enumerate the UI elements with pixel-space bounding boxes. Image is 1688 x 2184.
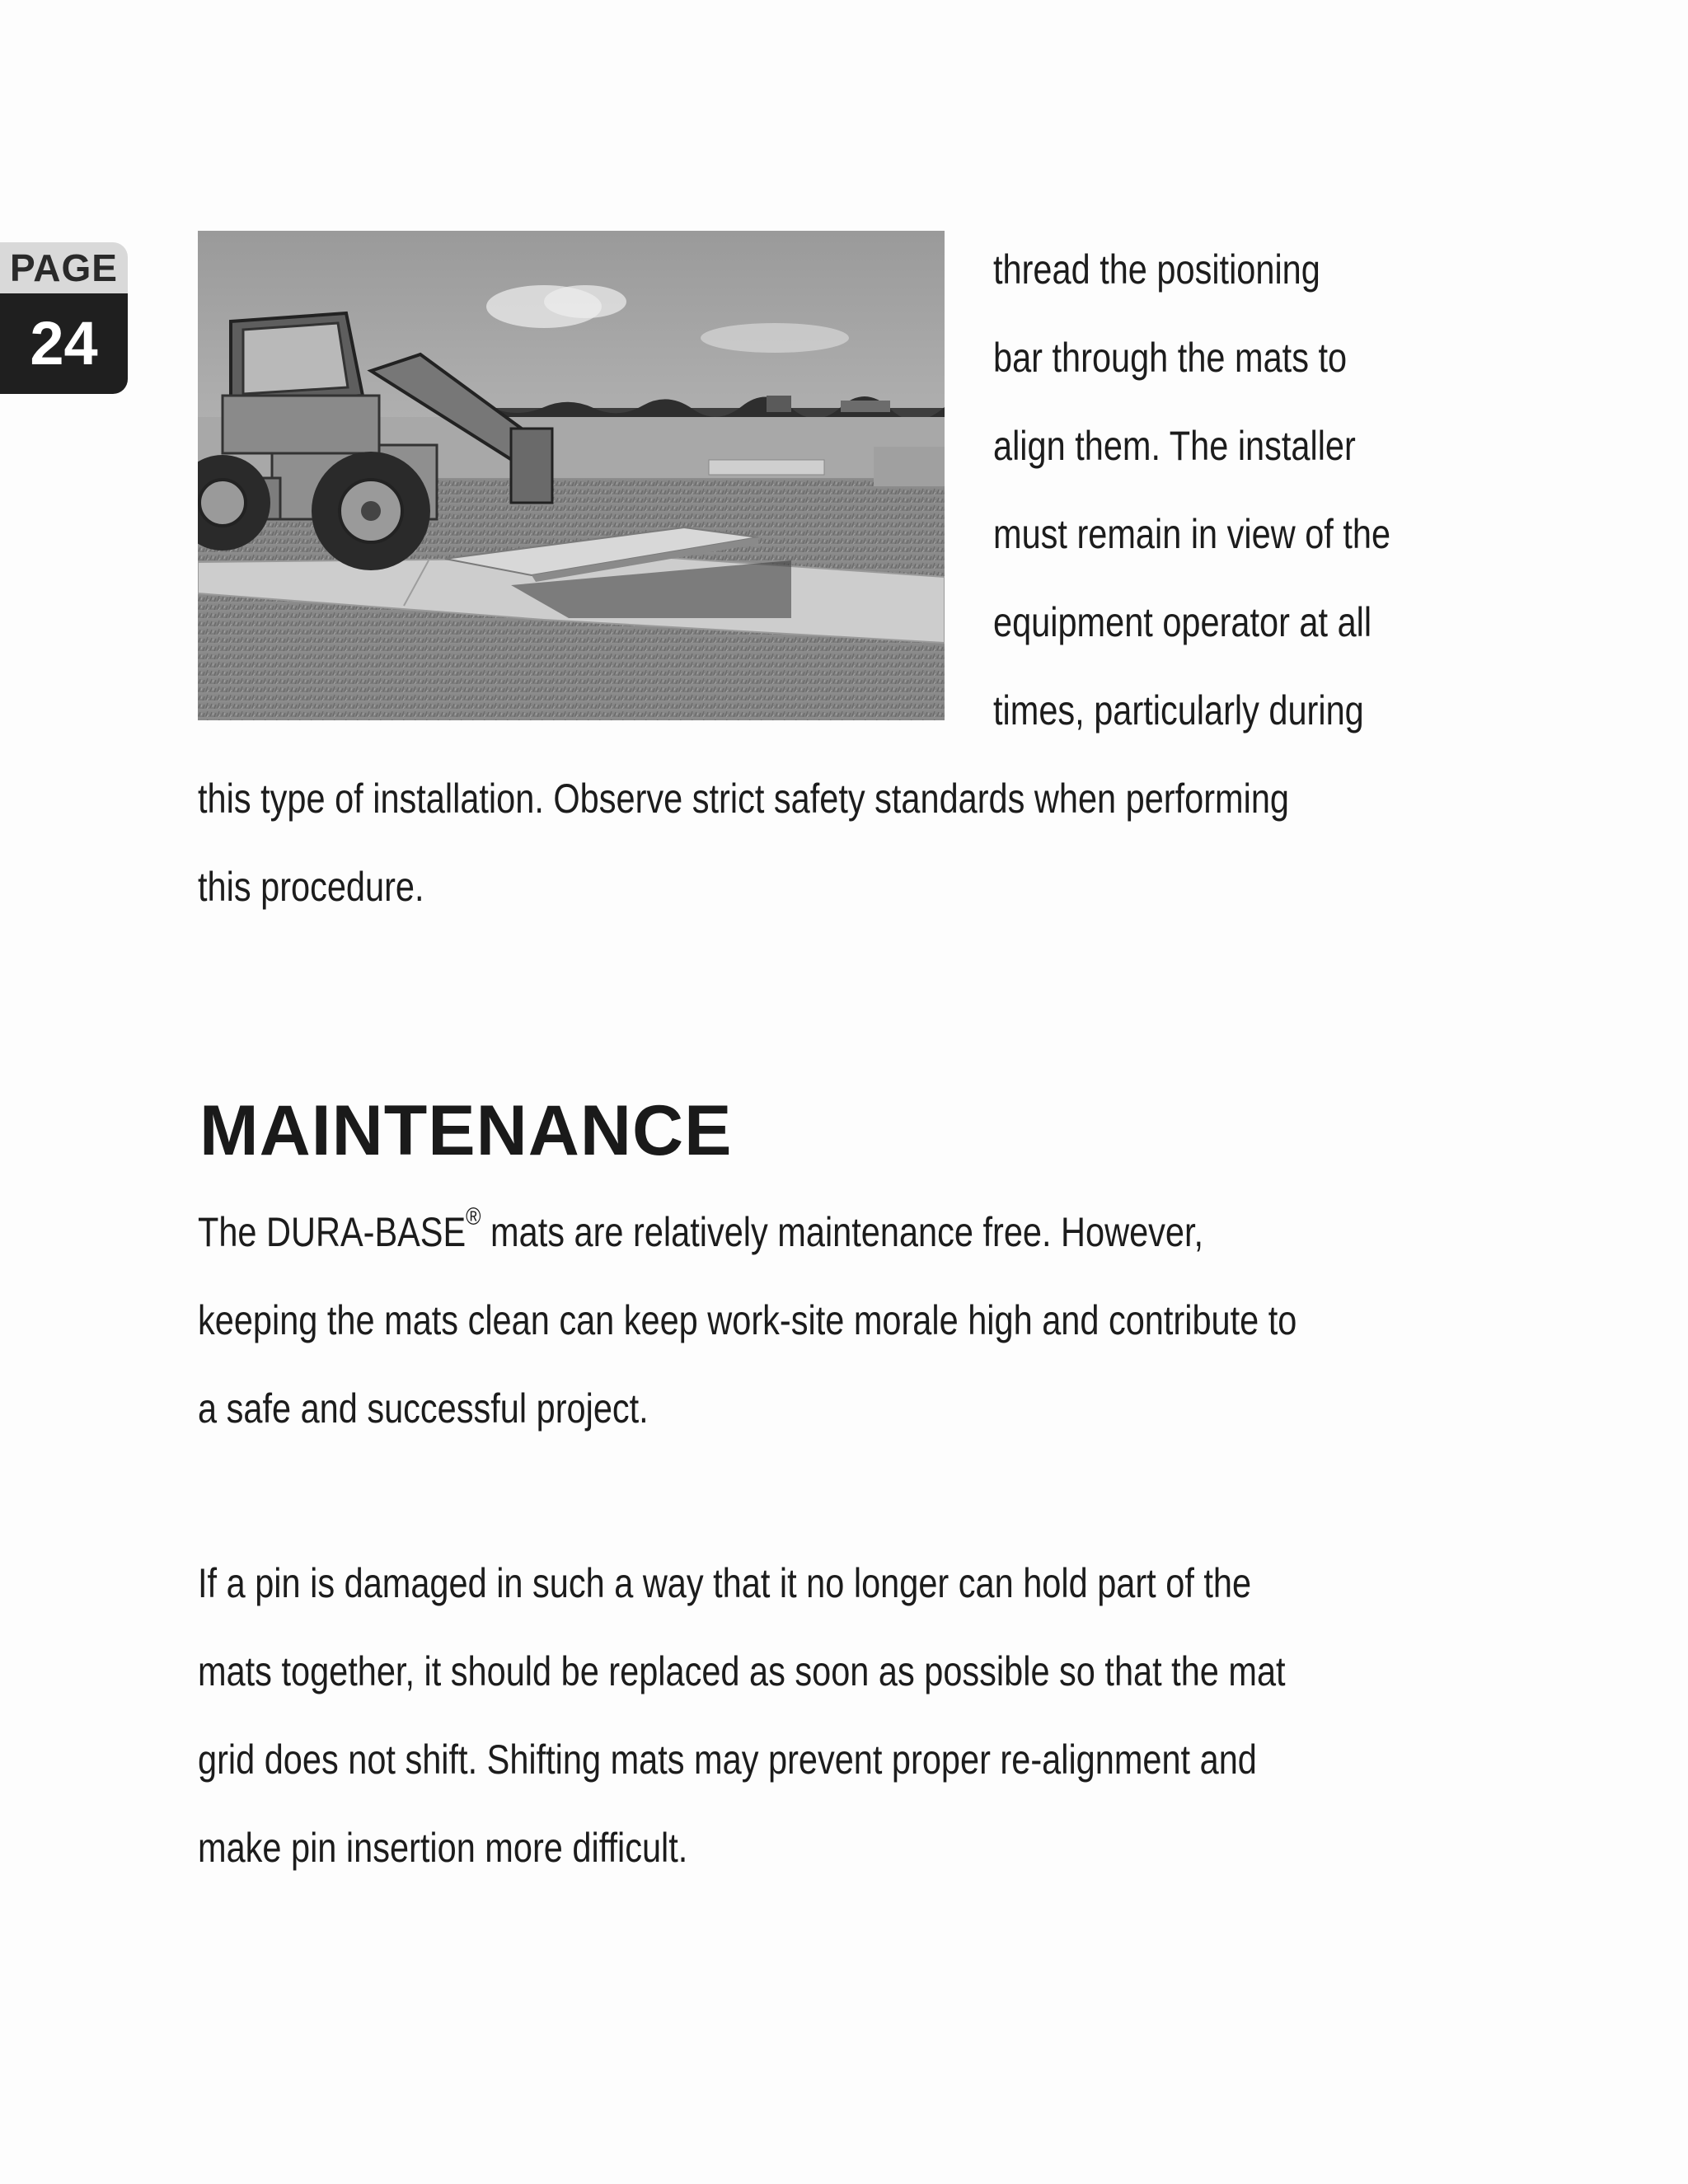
text-line: equipment operator at all — [993, 599, 1372, 645]
text-line: must remain in view of the — [993, 511, 1391, 557]
text-line: this type of installation. Observe strict safety standards when performing — [198, 776, 1290, 822]
page-number: 24 — [0, 293, 128, 394]
text-line: thread the positioning — [993, 246, 1320, 293]
text-line: times, particularly during — [993, 687, 1364, 733]
text-line: If a pin is damaged in such a way that it no longer can hold part of the — [198, 1560, 1252, 1606]
text-line: bar through the mats to — [993, 335, 1348, 381]
text-line: this procedure. — [198, 864, 424, 910]
maintenance-heading: MAINTENANCE — [199, 1091, 733, 1170]
text-line: make pin insertion more difficult. — [198, 1825, 688, 1871]
registered-mark: ® — [466, 1203, 481, 1231]
text-line — [198, 1188, 1292, 1277]
paragraph-continuation — [198, 755, 1292, 931]
maintenance-paragraph-1 — [198, 1188, 1297, 1453]
text-fragment: The DURA-BASE — [198, 1209, 467, 1255]
text-fragment: mats are relatively maintenance free. However, — [481, 1209, 1204, 1255]
text-line: a safe and successful project. — [198, 1385, 649, 1432]
page-label: PAGE — [0, 242, 128, 293]
text-line: keeping the mats clean can keep work-site morale high and contribute to — [198, 1297, 1297, 1343]
text-line: mats together, it should be replaced as soon as possible so that the mat — [198, 1648, 1286, 1694]
loader-installing-mats-photo — [198, 231, 945, 720]
page-number-tab — [0, 242, 128, 394]
wrapped-paragraph — [993, 226, 1418, 755]
text-line: align them. The installer — [993, 423, 1356, 469]
text-line: grid does not shift. Shifting mats may prevent proper re-alignment and — [198, 1736, 1257, 1783]
maintenance-paragraph-2 — [198, 1540, 1292, 1892]
